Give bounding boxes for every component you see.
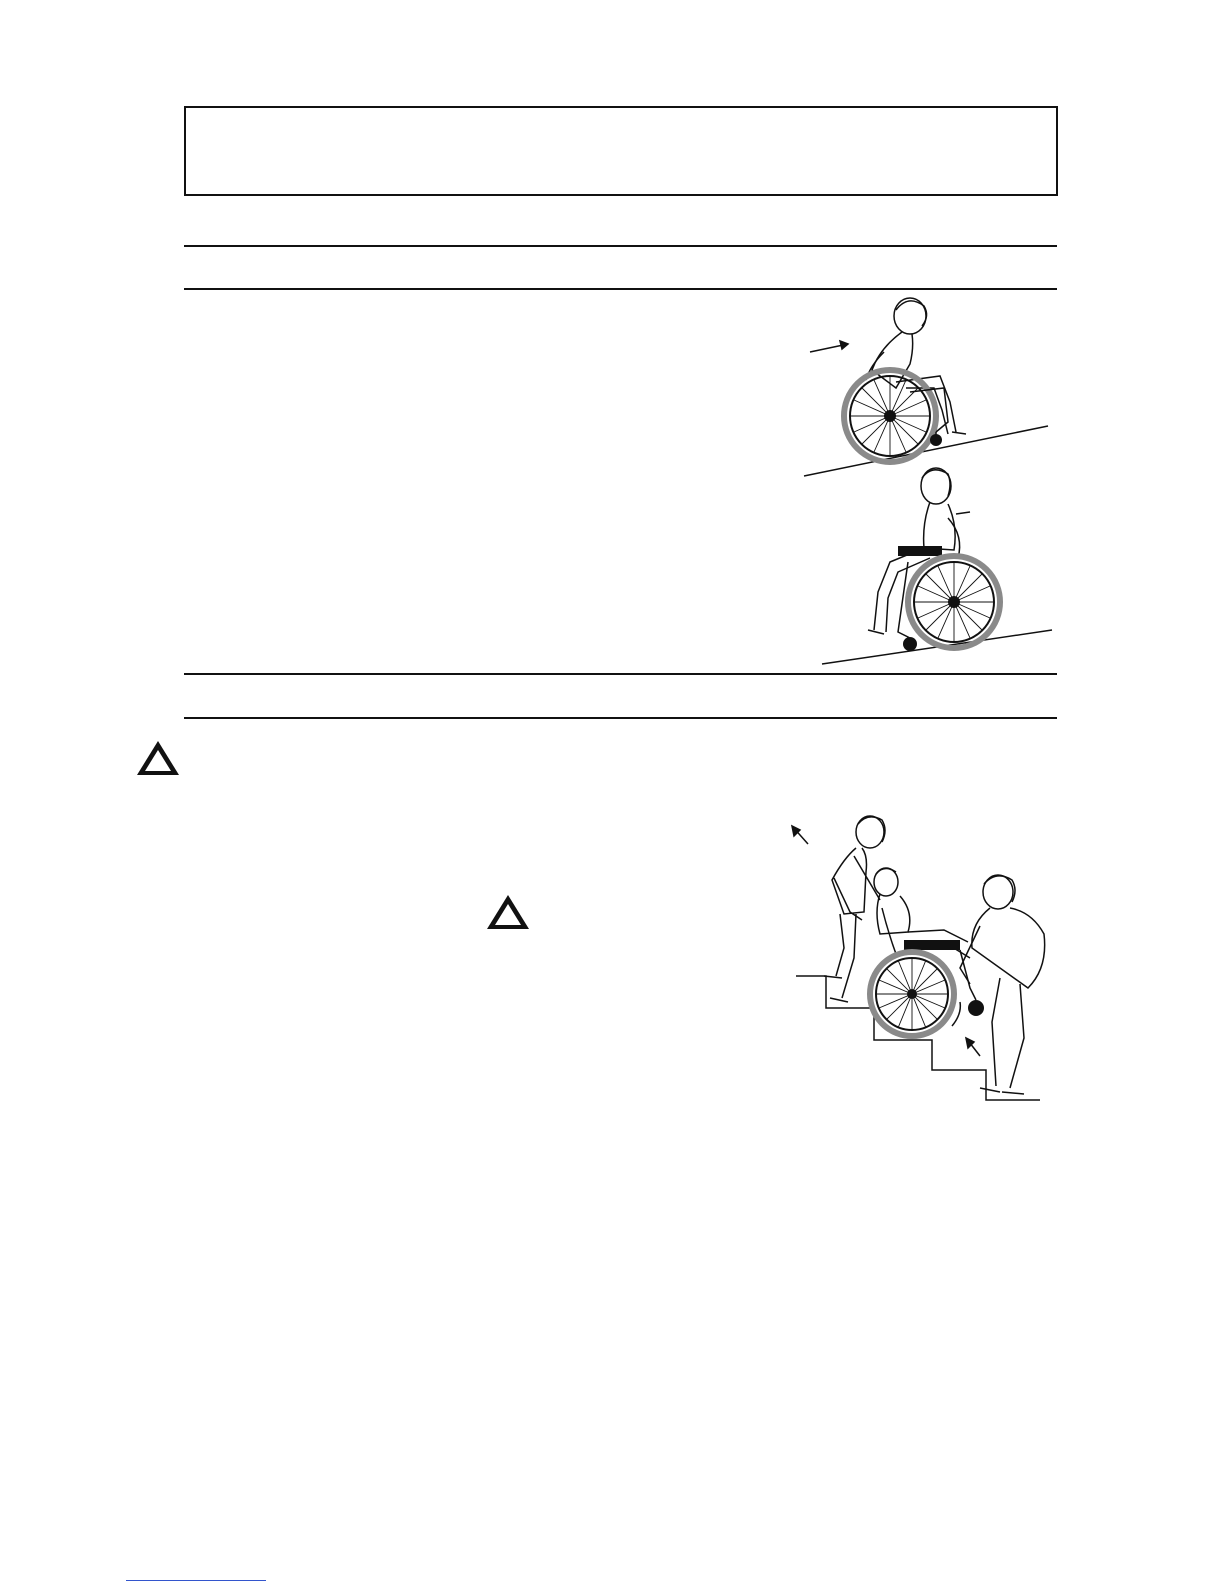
wheelchair-stairs-illustration (784, 808, 1054, 1106)
wheelchair-uphill-illustration (800, 292, 1052, 482)
warning-triangle-icon (484, 892, 532, 932)
section-rule-ramp-top (184, 288, 1057, 290)
footer-link-underline[interactable] (126, 1580, 266, 1581)
section-rule-stairs-top (184, 717, 1057, 719)
wheelchair-downhill-illustration (818, 462, 1054, 670)
header-box (184, 106, 1058, 196)
section-rule-ramp-bottom (184, 673, 1057, 675)
section-rule-top (184, 245, 1057, 247)
warning-triangle-icon (134, 738, 182, 778)
